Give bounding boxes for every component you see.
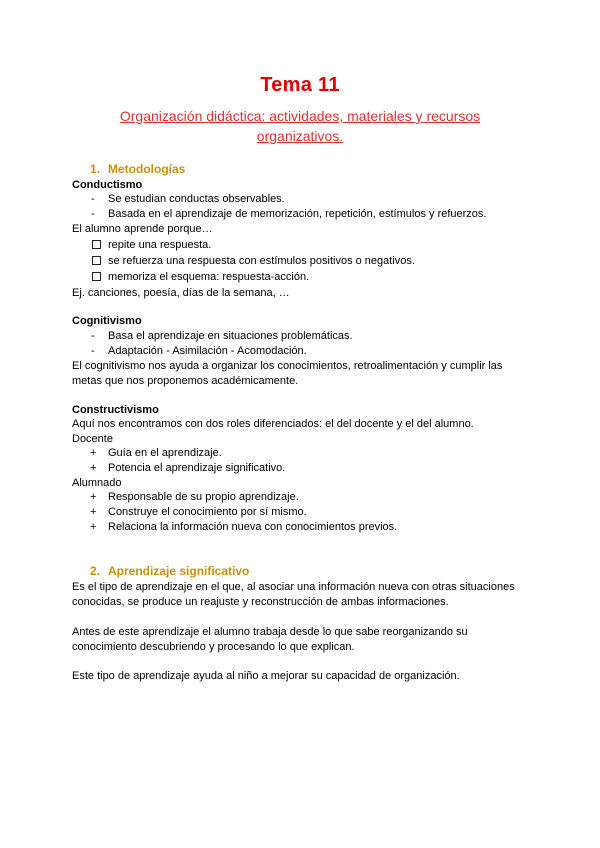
conductismo-intro: El alumno aprende porque… xyxy=(72,223,213,235)
section2-paragraph-line: Antes de este aprendizaje el alumno trabaja desde lo que sabe reorganizando su xyxy=(72,626,468,638)
page-title: Tema 11 xyxy=(260,74,340,96)
checkbox-icon[interactable] xyxy=(92,240,101,249)
conductismo-heading: Conductismo xyxy=(72,179,143,191)
cognitivismo-item: Adaptación - Asimilación - Acomodación. xyxy=(108,345,307,357)
conductismo-item: Se estudian conductas observables. xyxy=(108,193,285,205)
section1-number: 1. xyxy=(90,162,101,176)
alumnado-label: Alumnado xyxy=(72,477,122,489)
alumnado-item: Construye el conocimiento por sí mismo. xyxy=(108,506,307,518)
checkbox-label: repite una respuesta. xyxy=(108,239,212,251)
conductismo-item: Basada en el aprendizaje de memorización, repetición, estímulos y refuerzos. xyxy=(108,208,487,220)
conductismo-example: Ej. canciones, poesía, días de la semana, … xyxy=(72,287,290,299)
section2-paragraph-line: conocimiento descubriendo y procesando lo que explican. xyxy=(72,641,355,653)
plus-bullet: + xyxy=(90,491,97,503)
constructivismo-heading: Constructivismo xyxy=(72,404,159,416)
docente-label: Docente xyxy=(72,433,113,445)
page-subtitle: Organización didáctica: actividades, materiales y recursos organizativos. xyxy=(119,108,481,144)
checkbox-label: memoriza el esquema: respuesta-acción. xyxy=(108,271,310,283)
section2-paragraph-line: conocidas, se produce un reajuste y reconstrucción de ambas informaciones. xyxy=(72,596,449,608)
alumnado-item: Relaciona la información nueva con conocimientos previos. xyxy=(108,521,398,533)
section1-heading: Metodologías xyxy=(108,162,186,176)
checkbox-label: se refuerza una respuesta con estímulos positivos o negativos. xyxy=(108,255,415,267)
dash-bullet: - xyxy=(91,193,95,205)
docente-item: Potencia el aprendizaje significativo. xyxy=(108,462,286,474)
dash-bullet: - xyxy=(91,330,95,342)
cognitivismo-heading: Cognitivismo xyxy=(72,315,142,327)
plus-bullet: + xyxy=(90,521,97,533)
cognitivismo-item: Basa el aprendizaje en situaciones problemáticas. xyxy=(108,330,353,342)
constructivismo-intro: Aquí nos encontramos con dos roles diferenciados: el del docente y el del alumno. xyxy=(72,418,474,430)
checkbox-icon[interactable] xyxy=(92,256,101,265)
cognitivismo-paragraph-line: El cognitivismo nos ayuda a organizar los conocimientos, retroalimentación y cumplir las xyxy=(72,360,503,372)
checkbox-icon[interactable] xyxy=(92,272,101,281)
plus-bullet: + xyxy=(90,506,97,518)
section2-paragraph-line: Este tipo de aprendizaje ayuda al niño a mejorar su capacidad de organización. xyxy=(72,670,460,682)
section2-number: 2. xyxy=(90,564,101,578)
cognitivismo-paragraph-line: metas que nos proponemos académicamente. xyxy=(72,375,299,387)
plus-bullet: + xyxy=(90,447,97,459)
dash-bullet: - xyxy=(91,345,95,357)
plus-bullet: + xyxy=(90,462,97,474)
docente-item: Guía en el aprendizaje. xyxy=(108,447,222,459)
dash-bullet: - xyxy=(91,208,95,220)
section2-heading: Aprendizaje significativo xyxy=(108,564,250,578)
alumnado-item: Responsable de su propio aprendizaje. xyxy=(108,491,299,503)
section2-paragraph-line: Es el tipo de aprendizaje en el que, al asociar una información nueva con otras situaciones xyxy=(72,581,515,593)
